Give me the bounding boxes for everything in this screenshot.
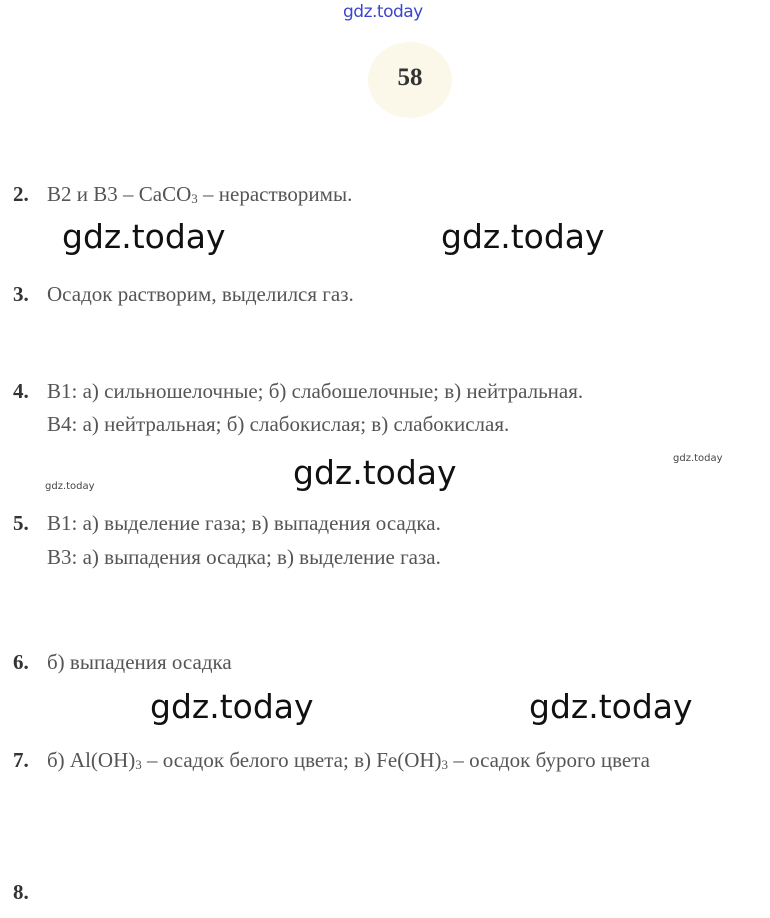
answer-number: 3. xyxy=(13,282,29,306)
page-number: 58 xyxy=(397,64,423,91)
watermark: gdz.today xyxy=(441,217,605,256)
answer-4-line-2: B4: а) нейтральная; б) слабокислая; в) слабокислая. xyxy=(47,412,510,436)
watermark: gdz.today xyxy=(529,687,693,726)
answer-number: 6. xyxy=(13,650,29,674)
answer-text: B2 и B3 – CaCO$_3$ – нерастворимы. xyxy=(47,182,353,206)
answer-3 xyxy=(13,284,354,305)
answer-text: Осадок растворим, выделился газ. xyxy=(47,282,354,306)
answer-number: 7. xyxy=(13,748,29,772)
answer-5-line-2: B3: а) выпадения осадка; в) выделение газа. xyxy=(47,545,441,569)
answer-text: б) выпадения осадка xyxy=(47,650,232,674)
answer-number: 5. xyxy=(13,511,29,535)
watermark-small: gdz.today xyxy=(45,481,95,492)
answer-text: B1: а) сильношелочные; б) слабошелочные; в) нейтральная. xyxy=(47,379,584,403)
header-watermark: gdz.today xyxy=(343,2,423,22)
watermark: gdz.today xyxy=(293,453,457,492)
watermark: gdz.today xyxy=(150,687,314,726)
answer-5 xyxy=(13,513,441,534)
watermark-small: gdz.today xyxy=(673,453,723,464)
answer-6 xyxy=(13,652,232,673)
answer-7 xyxy=(13,750,650,771)
watermark: gdz.today xyxy=(62,217,226,256)
answer-8 xyxy=(13,882,47,903)
answer-number: 4. xyxy=(13,379,29,403)
answer-number: 2. xyxy=(13,182,29,206)
answer-2 xyxy=(13,184,352,205)
answer-4 xyxy=(13,381,583,402)
answer-number: 8. xyxy=(13,880,29,904)
answer-text: б) $Al(OH)_3$ – осадок белого цвета; в) $Fe(OH)_3$ – осадок бурого цвета xyxy=(47,748,650,772)
answer-text: B1: а) выделение газа; в) выпадения осадка. xyxy=(47,511,441,535)
